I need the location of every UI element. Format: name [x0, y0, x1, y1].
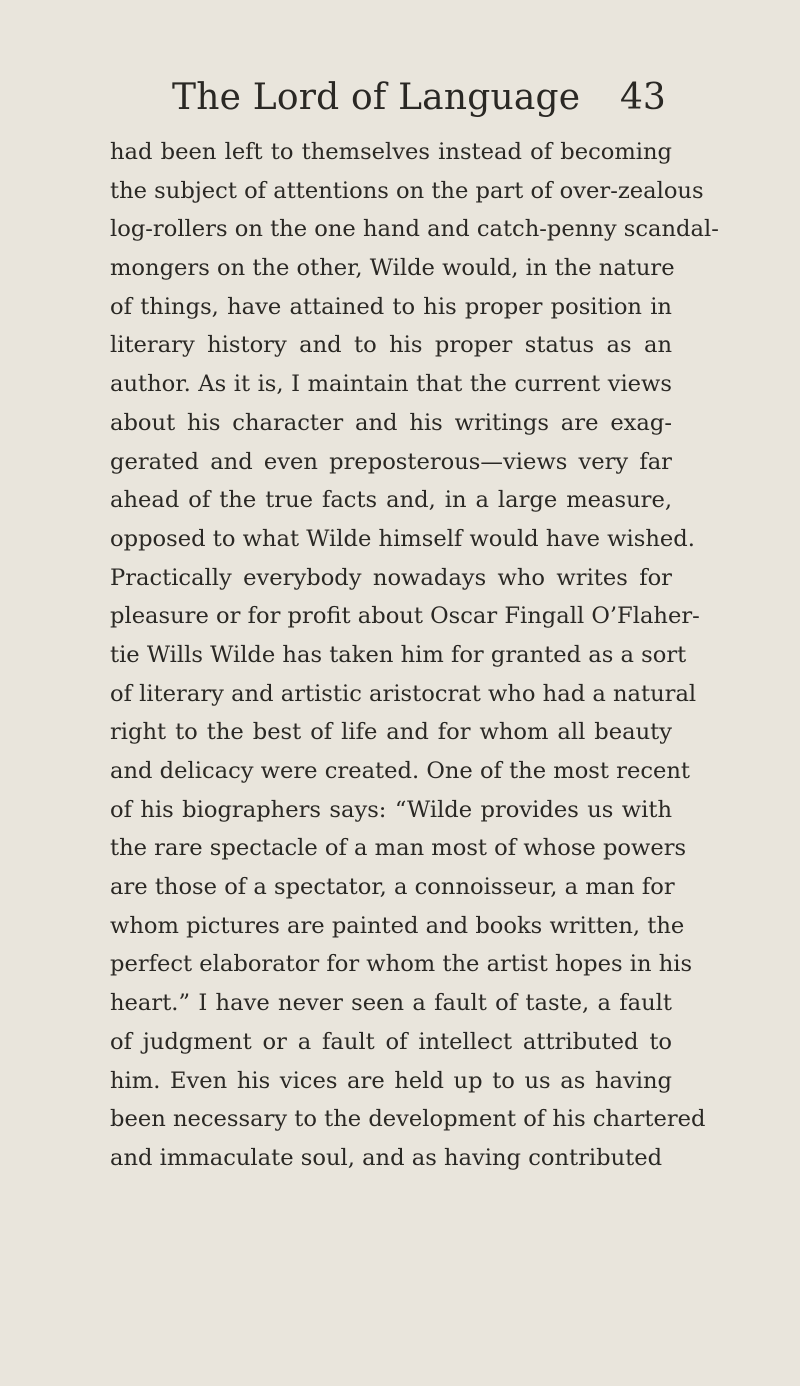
- text-line: log-rollers on the one hand and catch-penny scandal-: [110, 216, 719, 243]
- text-line: of literary and artistic aristocrat who had a natural: [110, 680, 697, 707]
- text-line: had been left to themselves instead of becoming: [110, 139, 672, 165]
- text-line: author. As it is, I maintain that the current views: [110, 371, 672, 398]
- text-line: opposed to what Wilde himself would have wished.: [110, 525, 695, 552]
- text-line: him. Even his vices are held up to us as having: [110, 1067, 672, 1094]
- text-line: heart.” I have never seen a fault of taste, a fault: [110, 990, 672, 1017]
- text-line: been necessary to the development of his chartered: [110, 1106, 706, 1133]
- running-head-title: The Lord of Language: [172, 77, 581, 118]
- text-line: pleasure or for profit about Oscar Fingall O’Flaher-: [110, 603, 700, 630]
- text-line: of things, have attained to his proper position in: [110, 293, 672, 320]
- text-line: ahead of the true facts and, in a large measure,: [110, 487, 672, 514]
- text-line: tie Wills Wilde has taken him for granted as a sort: [110, 641, 687, 668]
- text-line: are those of a spectator, a connoisseur, a man for: [110, 874, 675, 901]
- text-line: of judgment or a fault of intellect attributed to: [110, 1028, 672, 1055]
- text-line: the rare spectacle of a man most of whose powers: [110, 835, 687, 862]
- running-head: [0, 74, 800, 124]
- body-text: [110, 133, 719, 1178]
- text-line: and immaculate soul, and as having contributed: [110, 1144, 663, 1171]
- text-line: gerated and even preposterous—views very far: [110, 448, 672, 475]
- text-line: about his character and his writings are exag-: [110, 409, 672, 436]
- text-line: literary history and to his proper status as an: [110, 332, 672, 359]
- text-line: whom pictures are painted and books written, the: [110, 912, 685, 939]
- text-line: right to the best of life and for whom all beauty: [110, 719, 672, 746]
- text-line: perfect elaborator for whom the artist hopes in his: [110, 951, 693, 978]
- page-number: 43: [620, 77, 666, 118]
- text-line: of his biographers says: “Wilde provides us with: [110, 796, 672, 823]
- text-line: the subject of attentions on the part of over-zealous: [110, 177, 704, 204]
- text-line: and delicacy were created. One of the most recent: [110, 758, 690, 784]
- text-line: mongers on the other, Wilde would, in the nature: [110, 255, 675, 282]
- text-line: Practically everybody nowadays who writes for: [110, 564, 672, 591]
